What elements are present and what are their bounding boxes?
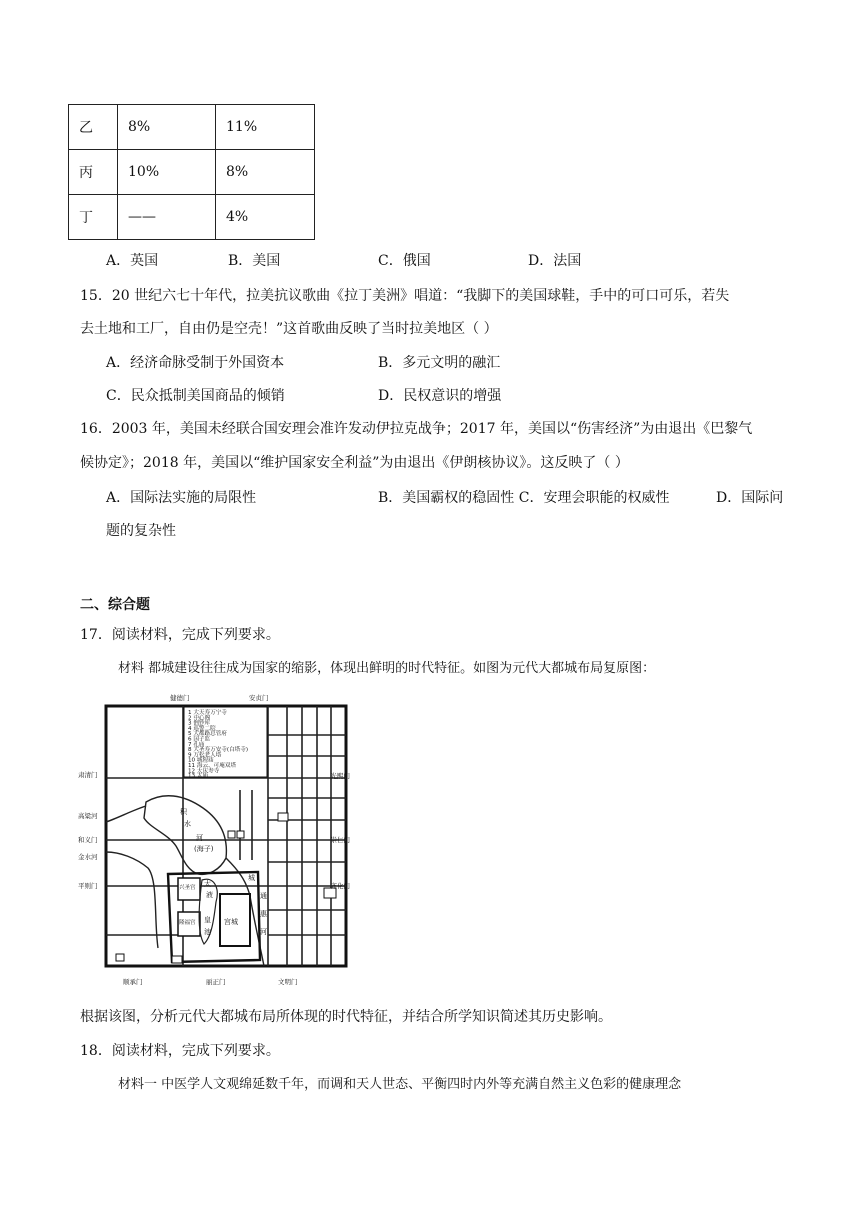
svg-text:城: 城 bbox=[248, 874, 255, 882]
svg-text:1 大天寿万宁寺: 1 大天寿万宁寺 bbox=[188, 710, 227, 716]
svg-text:水: 水 bbox=[184, 820, 191, 828]
svg-text:12 大庆寿寺: 12 大庆寿寺 bbox=[188, 768, 220, 775]
svg-text:9 万松老人塔: 9 万松老人塔 bbox=[188, 752, 222, 759]
q15-stem-line1: 15．20 世纪六七十年代，拉美抗议歌曲《拉丁美洲》唱道：“我脚下的美国球鞋，手中的可口可乐，若失 bbox=[80, 288, 730, 304]
svg-text:液: 液 bbox=[206, 891, 213, 899]
gaoliang-river bbox=[106, 806, 146, 822]
table-cell: 乙 bbox=[69, 105, 118, 150]
svg-text:光熙门: 光熙门 bbox=[330, 772, 350, 780]
svg-text:通: 通 bbox=[260, 892, 267, 900]
svg-text:13 太庙: 13 太庙 bbox=[188, 773, 209, 779]
table-cell: 11% bbox=[216, 105, 315, 150]
q16-option-d: D．国际问 bbox=[716, 490, 784, 506]
svg-text:7 孔庙: 7 孔庙 bbox=[188, 741, 205, 748]
table-cell: 丙 bbox=[69, 150, 118, 195]
q15-option-d: D．民权意识的增强 bbox=[378, 388, 502, 404]
section-title: 二、综合题 bbox=[80, 597, 150, 613]
svg-text:积: 积 bbox=[180, 808, 187, 816]
svg-text:10 城隍庙: 10 城隍庙 bbox=[188, 757, 214, 764]
q16-option-bc: B．美国霸权的稳固性 C．安理会职能的权威性 bbox=[378, 490, 670, 506]
svg-text:齐化门: 齐化门 bbox=[330, 882, 350, 890]
svg-text:皇: 皇 bbox=[204, 916, 211, 924]
q16-stem-line1: 16．2003 年，美国未经联合国安理会准许发动伊拉克战争；2017 年，美国以“伤害经济”为由退出《巴黎气 bbox=[80, 421, 753, 437]
svg-text:3 倒钞库: 3 倒钞库 bbox=[188, 720, 211, 727]
svg-text:安贞门: 安贞门 bbox=[249, 694, 269, 702]
svg-text:池: 池 bbox=[204, 928, 211, 936]
q16-option-a: A．国际法实施的局限性 bbox=[106, 490, 257, 506]
svg-text:4 巡警二院: 4 巡警二院 bbox=[188, 725, 216, 732]
q15-option-b: B．多元文明的融汇 bbox=[378, 355, 501, 371]
svg-text:6 国子监: 6 国子监 bbox=[188, 736, 211, 743]
svg-text:河: 河 bbox=[260, 928, 267, 936]
q17-question: 根据该图，分析元代大都城布局所体现的时代特征，并结合所学知识简述其历史影响。 bbox=[80, 1009, 612, 1025]
svg-text:隆福宫: 隆福宫 bbox=[179, 920, 196, 926]
q14-option-c: C．俄国 bbox=[378, 253, 431, 269]
svg-text:(海子): (海子) bbox=[194, 845, 214, 853]
table-row bbox=[69, 195, 315, 240]
table-cell: —— bbox=[118, 195, 216, 240]
q18-intro: 18．阅读材料，完成下列要求。 bbox=[80, 1043, 280, 1059]
svg-text:河: 河 bbox=[196, 834, 203, 842]
data-table bbox=[68, 104, 315, 240]
table-cell: 10% bbox=[118, 150, 216, 195]
svg-text:兴圣宫: 兴圣宫 bbox=[179, 885, 196, 891]
svg-text:8 大圣寿万安寺(白塔寺): 8 大圣寿万安寺(白塔寺) bbox=[188, 747, 249, 754]
table-cell: 丁 bbox=[69, 195, 118, 240]
q15-option-c: C．民众抵制美国商品的倾销 bbox=[106, 388, 285, 404]
q15-option-a: A．经济命脉受制于外国资本 bbox=[106, 355, 285, 371]
svg-text:惠: 惠 bbox=[260, 910, 267, 918]
svg-text:金水河: 金水河 bbox=[78, 853, 98, 861]
svg-text:平则门: 平则门 bbox=[78, 882, 98, 890]
jinshui-river bbox=[106, 852, 158, 948]
dadu-city-map bbox=[78, 690, 350, 990]
svg-text:丽正门: 丽正门 bbox=[206, 978, 226, 986]
table-cell: 8% bbox=[216, 150, 315, 195]
svg-text:肃清门: 肃清门 bbox=[78, 771, 98, 779]
svg-text:宫城: 宫城 bbox=[224, 918, 238, 926]
q18-material: 材料一 中医学人文观绵延数千年，而调和天人世态、平衡四时内外等充满自然主义色彩的健康理念 bbox=[118, 1077, 682, 1092]
table-row bbox=[69, 150, 315, 195]
svg-text:崇仁门: 崇仁门 bbox=[330, 836, 350, 844]
svg-text:太: 太 bbox=[204, 880, 211, 888]
table-cell: 4% bbox=[216, 195, 315, 240]
svg-text:5 大都路总管府: 5 大都路总管府 bbox=[188, 731, 227, 738]
svg-text:11 海云、可庵双塔: 11 海云、可庵双塔 bbox=[188, 763, 237, 769]
q14-option-a: A．英国 bbox=[106, 253, 159, 269]
svg-text:和义门: 和义门 bbox=[78, 836, 98, 844]
q16-option-d-wrap: 题的复杂性 bbox=[106, 523, 176, 539]
q17-intro: 17．阅读材料，完成下列要求。 bbox=[80, 627, 280, 643]
svg-text:文明门: 文明门 bbox=[278, 978, 298, 986]
svg-text:健德门: 健德门 bbox=[170, 694, 190, 702]
q14-option-d: D．法国 bbox=[528, 253, 582, 269]
table-cell: 8% bbox=[118, 105, 216, 150]
svg-text:顺承门: 顺承门 bbox=[123, 978, 143, 986]
q16-stem-line2: 候协定》；2018 年，美国以“维护国家安全利益”为由退出《伊朗核协议》。这反映了（ ） bbox=[80, 455, 629, 471]
svg-text:2 中心阁: 2 中心阁 bbox=[188, 715, 211, 722]
q17-material: 材料 都城建设往往成为国家的缩影，体现出鲜明的时代特征。如图为元代大都城布局复原图： bbox=[118, 661, 656, 676]
table-row bbox=[69, 105, 315, 150]
svg-text:高粱河: 高粱河 bbox=[78, 812, 98, 820]
q14-option-b: B．美国 bbox=[228, 253, 281, 269]
q15-stem-line2: 去土地和工厂，自由仍是空壳！”这首歌曲反映了当时拉美地区（ ） bbox=[80, 321, 498, 337]
